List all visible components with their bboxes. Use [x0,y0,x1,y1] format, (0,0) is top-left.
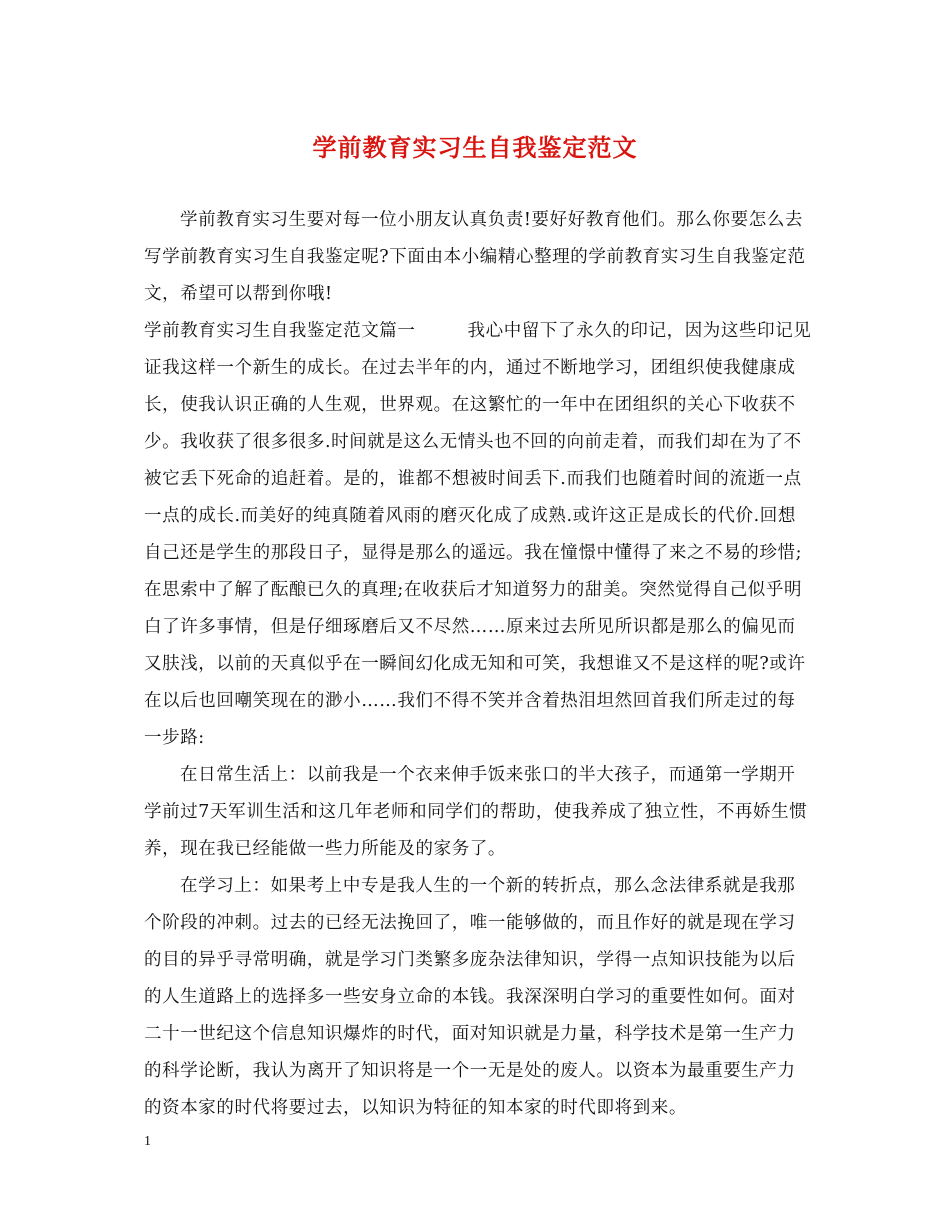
study-paragraph: 在学习上：如果考上中专是我人生的一个新的转折点，那么念法律系就是我那个阶段的冲刺。过去的已经无法挽回了，唯一能够做的，而且作好的就是现在学习的目的异乎寻常明确，就是学习门类繁多庞杂法律知识，学得一点知识技能为以后的人生道路上的选择多一些安身立命的本钱。我深深明白学习的重要性如何。面对二十一世纪这个信息知识爆炸的时代，面对知识就是力量，科学技术是第一生产力的科学论断，我认为离开了知识将是一个一无是处的废人。以资本为最重要生产力的资本家的时代将要过去，以知识为特征的知本家的时代即将到来。 [144,876,796,1118]
section-body: 我心中留下了永久的印记，因为这些印记见证我这样一个新生的成长。在过去半年的内，通过不断地学习，团组织使我健康成长，使我认识正确的人生观，世界观。在这繁忙的一年中在团组织的关心下收获不少。我收获了很多很多.时间就是这么无情头也不回的向前走着，而我们却在为了不被它丢下死命的追赶着。是的，谁都不想被时间丢下.而我们也随着时间的流逝一点一点的成长.而美好的纯真随着风雨的磨灭化成了成熟.或许这正是成长的代价.回想自己还是学生的那段日子，显得是那么的遥远。我在憧憬中懂得了来之不易的珍惜;在思索中了解了酝酿已久的真理;在收获后才知道努力的甜美。突然觉得自己似乎明白了许多事情，但是仔细琢磨后又不尽然……原来过去所见所识都是那么的偏见而又肤浅，以前的天真似乎在一瞬间幻化成无知和可笑，我想谁又不是这样的呢?或许在以后也回嘲笑现在的渺小……我们不得不笑并含着热泪坦然回首我们所走过的每一步路: [144,321,812,748]
document-title: 学前教育实习生自我鉴定范文 [312,134,638,162]
intro-paragraph: 学前教育实习生要对每一位小朋友认真负责!要好好教育他们。那么你要怎么去写学前教育实习生自我鉴定呢?下面由本小编精心整理的学前教育实习生自我鉴定范文，希望可以帮到你哦! [144,210,806,304]
daily-life-paragraph: 在日常生活上：以前我是一个衣来伸手饭来张口的半大孩子，而通第一学期开学前过7天军训生活和这几年老师和同学们的帮助，使我养成了独立性，不再娇生惯养，现在我已经能做一些力所能及的家务了。 [144,765,808,859]
section-heading: 学前教育实习生自我鉴定范文篇一 [144,321,416,341]
document-body [144,202,812,1127]
page-number: 1 [144,1134,151,1149]
section-paragraph [144,313,812,757]
